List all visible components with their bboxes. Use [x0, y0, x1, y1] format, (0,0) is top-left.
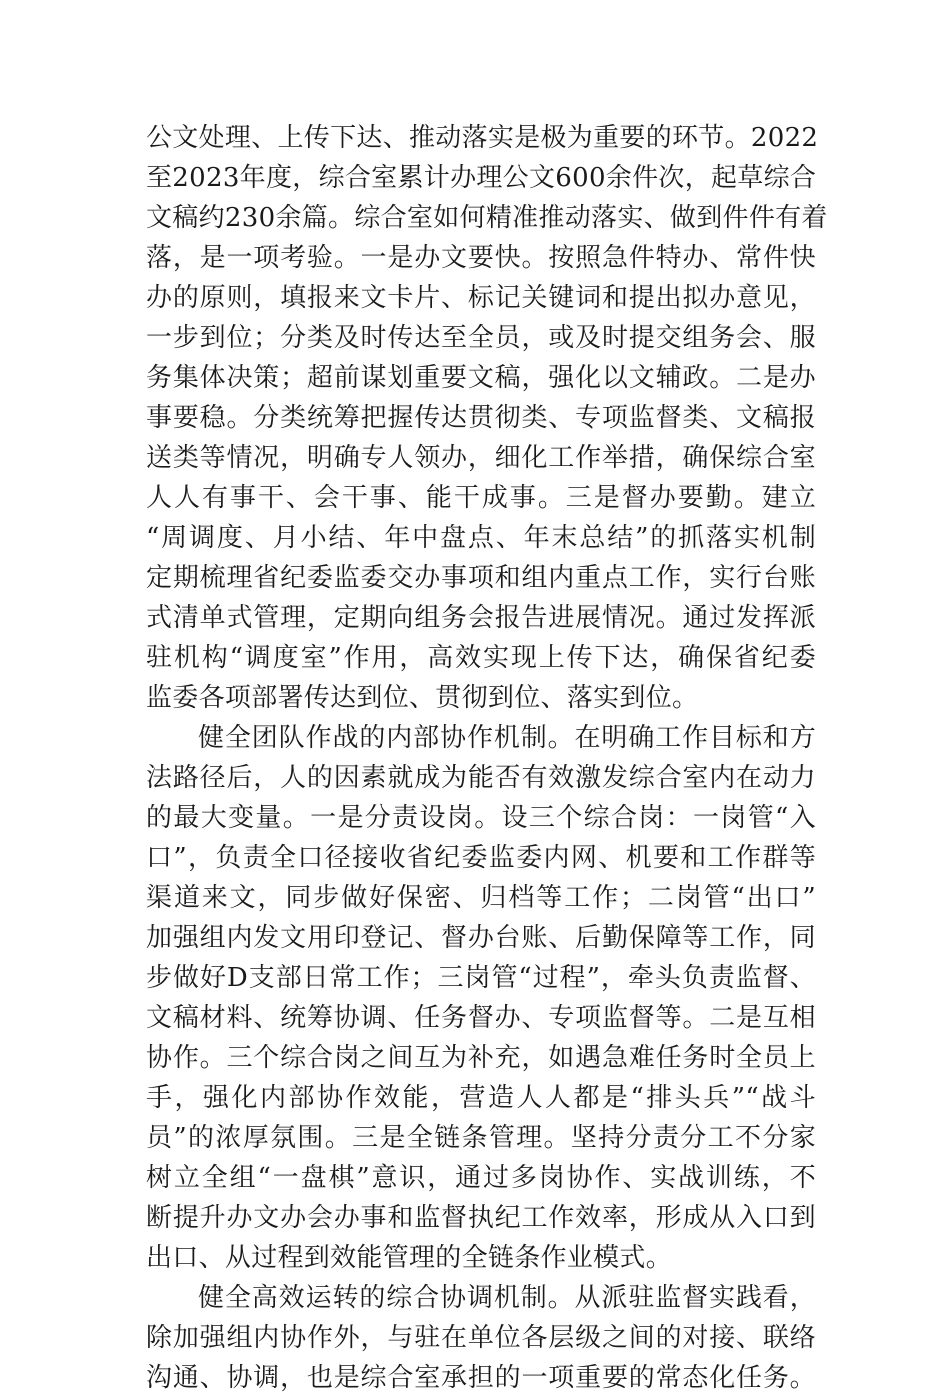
text-line: 加强组内发文用印登记、督办台账、后勤保障等工作，同: [146, 923, 816, 953]
text-line: 渠道来文，同步做好保密、归档等工作；二岗管“出口”: [146, 883, 816, 913]
text-line: 员”的浓厚氛围。三是全链条管理。坚持分责分工不分家: [146, 1123, 816, 1153]
text-line: 出口、从过程到效能管理的全链条作业模式。: [146, 1243, 673, 1273]
text-line: 健全高效运转的综合协调机制。从派驻监督实践看，: [198, 1283, 816, 1313]
text-line: 的最大变量。一是分责设岗。设三个综合岗：一岗管“入: [146, 803, 816, 833]
text-line: 人人有事干、会干事、能干成事。三是督办要勤。建立: [146, 483, 816, 513]
text-line: 监委各项部署传达到位、贯彻到位、落实到位。: [146, 683, 699, 713]
text-line: 公文处理、上传下达、推动落实是极为重要的环节。2022: [146, 123, 819, 153]
text-line: 式清单式管理，定期向组务会报告进展情况。通过发挥派: [146, 603, 816, 633]
paragraph-1: [146, 118, 828, 718]
text-line: 断提升办文办会办事和监督执纪工作效率，形成从入口到: [146, 1203, 816, 1233]
text-line: 手，强化内部协作效能，营造人人都是“排头兵”“战斗: [146, 1083, 816, 1113]
paragraph-3: [146, 1278, 816, 1398]
text-line: 定期梳理省纪委监委交办事项和组内重点工作，实行台账: [146, 563, 816, 593]
text-line: 一步到位；分类及时传达至全员，或及时提交组务会、服: [146, 323, 816, 353]
text-line: 落，是一项考验。一是办文要快。按照急件特办、常件快: [146, 243, 816, 273]
text-line: 文稿约230余篇。综合室如何精准推动落实、做到件件有着: [146, 203, 828, 233]
text-line: 协作。三个综合岗之间互为补充，如遇急难任务时全员上: [146, 1043, 816, 1073]
text-line: 法路径后，人的因素就成为能否有效激发综合室内在动力: [146, 763, 816, 793]
document-body: [146, 118, 828, 1398]
text-line: 文稿材料、统筹协调、任务督办、专项监督等。二是互相: [146, 1003, 816, 1033]
text-line: 至2023年度，综合室累计办理公文600余件次，起草综合: [146, 163, 817, 193]
text-line: 步做好D支部日常工作；三岗管“过程”，牵头负责监督、: [146, 963, 816, 993]
text-line: 沟通、协调，也是综合室承担的一项重要的常态化任务。: [146, 1363, 816, 1393]
text-line: 送类等情况，明确专人领办，细化工作举措，确保综合室: [146, 443, 816, 473]
text-line: 健全团队作战的内部协作机制。在明确工作目标和方: [198, 723, 816, 753]
text-line: 除加强组内协作外，与驻在单位各层级之间的对接、联络: [146, 1323, 816, 1353]
text-line: 办的原则，填报来文卡片、标记关键词和提出拟办意见，: [146, 283, 816, 313]
text-line: 口”，负责全口径接收省纪委监委内网、机要和工作群等: [146, 843, 816, 873]
text-line: “周调度、月小结、年中盘点、年末总结”的抓落实机制: [146, 523, 816, 553]
paragraph-2: [146, 718, 816, 1278]
text-line: 树立全组“一盘棋”意识，通过多岗协作、实战训练，不: [146, 1163, 816, 1193]
text-line: 事要稳。分类统筹把握传达贯彻类、专项监督类、文稿报: [146, 403, 816, 433]
text-line: 务集体决策；超前谋划重要文稿，强化以文辅政。二是办: [146, 363, 816, 393]
text-line: 驻机构“调度室”作用，高效实现上传下达，确保省纪委: [146, 643, 816, 673]
